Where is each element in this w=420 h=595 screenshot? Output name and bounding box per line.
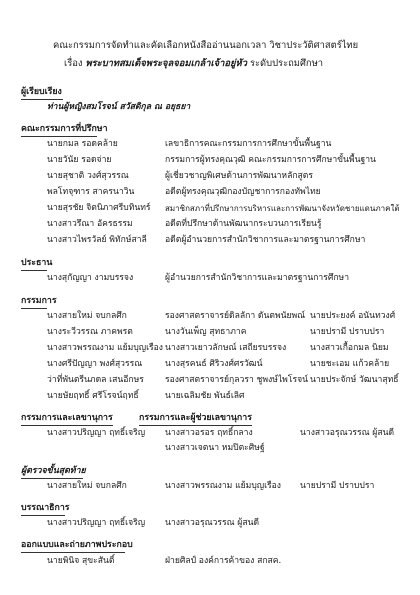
- document-header-line1: คณะกรรมการจัดทำและคัดเลือกหนังสืออ่านนอกเวลา วิชาประวัติศาสตร์ไทย: [53, 40, 359, 51]
- committee-member: นางสาวเกื้อกมล นิยม: [310, 343, 389, 353]
- editor-member: นางสาวอรุณวรรณ ผู้สนดี: [165, 518, 260, 528]
- committee-member: นายประยงค์ อนันทวงศ์: [310, 311, 396, 321]
- advisor-name: นายสุรชัย จิตนิภาศรีบทินทร์: [47, 203, 151, 213]
- committee-member: นางระวีวรรณ ภาคพรต: [47, 327, 133, 337]
- advisor-role: อดีตผู้ทรงคุณวุฒิกองบัญชาการกองทัพไทย: [165, 187, 321, 197]
- president-role: ผู้อำนวยการสำนักวิชาการและมาตรฐานการศึกษา: [165, 273, 350, 283]
- final-checker-member: นางสายใหม่ จบกลศึก: [47, 481, 127, 491]
- committee-member: นางวันเพ็ญ สุทธาภาค: [165, 327, 247, 337]
- design-heading-underline: [21, 552, 125, 553]
- advisor-name: นางสาวไพรวัลย์ พิทักษ์สาลี: [47, 235, 147, 245]
- assistant-secretary-heading-underline: [139, 425, 252, 426]
- committee-member: นางศรีปัญญา พงศ์สุวรรณ: [47, 359, 143, 369]
- assistant-secretary-heading: กรรมการและผู้ช่วยเลขานุการ: [139, 413, 252, 423]
- committee-member: นางสาวเยาวลักษณ์ เสถียรบรรจง: [165, 343, 287, 353]
- design-heading: ออกแบบและถ่ายภาพประกอบ: [21, 540, 133, 550]
- committee-member: นายเฉลิมชัย พันธ์เลิศ: [165, 391, 245, 401]
- advisor-role: กรรมการผู้ทรงคุณวุฒิ คณะกรรมการการศึกษาขั้นพื้นฐาน: [165, 155, 376, 165]
- committee-member: นางสาวพรรณงาม แย้มบุญเรือง: [47, 343, 164, 353]
- secretary-member: นางสาวปริญญา ฤทธิ์เจริญ: [47, 428, 146, 438]
- committee-member: นางสุรคนธ์ ศิริวงศ์ศรวัฒน์: [165, 359, 263, 369]
- committee-heading-underline: [21, 308, 47, 309]
- assistant-secretary-member: นางสาวเจตนา หมปิตะศิษฐ์: [165, 443, 265, 453]
- advisor-role: ผู้เชี่ยวชาญพิเศษด้านการพัฒนาหลักสูตร: [165, 171, 313, 181]
- secretary-heading-underline: [21, 425, 113, 426]
- header-subject-label: เรื่อง: [64, 58, 83, 69]
- advisor-role: อดีตผู้อำนวยการสำนักวิชาการและมาตรฐานการศึกษา: [165, 235, 366, 245]
- president-heading-underline: [21, 270, 47, 271]
- author-name: ท่านผู้หญิงสมโรจน์ สวัสดิกุล ณ อยุธยา: [47, 102, 191, 112]
- advisor-name: นายสุชาติ วงศ์สุวรรณ: [47, 171, 129, 181]
- final-checker-heading-underline: [21, 478, 83, 479]
- president-name: นางสุกัญญา งามบรรจง: [47, 273, 134, 283]
- advisors-heading-underline: [21, 136, 97, 137]
- designer-role: ฝ่ายศิลป์ องค์การค้าของ สกสค.: [165, 556, 282, 566]
- president-heading: ประธาน: [21, 258, 53, 268]
- advisor-role: อดีตที่ปรึกษาด้านพัฒนากระบวนการเรียนรู้: [165, 219, 322, 229]
- committee-member: นายษัยฤทธิ์ ศรีโรจน์ฤทธิ์: [47, 391, 139, 401]
- assistant-secretary-member: นางสาวอรอร ฤทธิ์กลาง: [165, 428, 253, 438]
- author-heading: ผู้เรียบเรียง: [21, 87, 62, 97]
- editors-heading: บรรณาธิการ: [21, 503, 70, 513]
- final-checker-member: นายปรามี ปราบปรา: [300, 481, 375, 491]
- committee-member: รองศาสตราจารย์ดิลลักา ดันตพนัยพณ์: [165, 311, 306, 321]
- committee-member: ว่าที่พันตรีนภดล เสนอีกษร: [47, 375, 144, 385]
- advisor-role: เลขาธิการคณะกรรมการการศึกษาขั้นพื้นฐาน: [165, 139, 332, 149]
- document-header-line2: [64, 58, 323, 70]
- header-book-title: พระบาทสมเด็จพระจุลจอมเกล้าเจ้าอยู่หัว: [85, 58, 247, 69]
- header-level: ระดับประถมศึกษา: [249, 58, 324, 69]
- final-checker-member: นางสาวพรรณงาม แย้มบุญเรือง: [165, 481, 282, 491]
- committee-member: นางสายใหม่ จบกลศึก: [47, 311, 127, 321]
- committee-member: นายชะเอม แก้วคล้าย: [310, 359, 390, 369]
- advisor-name: นายกมล รอดคล้าย: [47, 139, 118, 149]
- committee-member: นายประจักษ์ วัฒนาสุทธิ์: [310, 375, 399, 385]
- advisor-name: นายวันัย รอดจ่าย: [47, 155, 112, 165]
- assistant-secretary-member: นางสาวอรุณวรรณ ผู้สนดี: [300, 428, 395, 438]
- editor-member: นางสาวปริญญา ฤทธิ์เจริญ: [47, 518, 146, 528]
- advisor-name: พลโทจุฑาร สาครนาวิน: [47, 187, 135, 197]
- committee-member: รองศาสตราจารย์กุลวรา ชูพงษ์ไพโรจน์: [165, 375, 308, 385]
- committee-heading: กรรมการ: [21, 296, 57, 306]
- final-checker-heading: ผู้ตรวจขั้นสุดท้าย: [21, 466, 86, 476]
- designer-name: นายพินิจ สุขะสันติ์: [47, 556, 115, 566]
- secretary-heading: กรรมการและเลขานุการ: [21, 413, 113, 423]
- author-heading-underline: [21, 99, 63, 100]
- advisor-name: นางสาวรึณา อัครธรรม: [47, 219, 133, 229]
- editors-heading-underline: [21, 515, 65, 516]
- advisor-role: สมาชิกสภาที่ปรึกษาการบริหารและการพัฒนาจังหวัดชายแดนภาคใต้: [165, 204, 400, 213]
- advisors-heading: คณะกรรมการที่ปรึกษา: [21, 124, 108, 134]
- committee-member: นายปรามี ปราบปรา: [310, 327, 385, 337]
